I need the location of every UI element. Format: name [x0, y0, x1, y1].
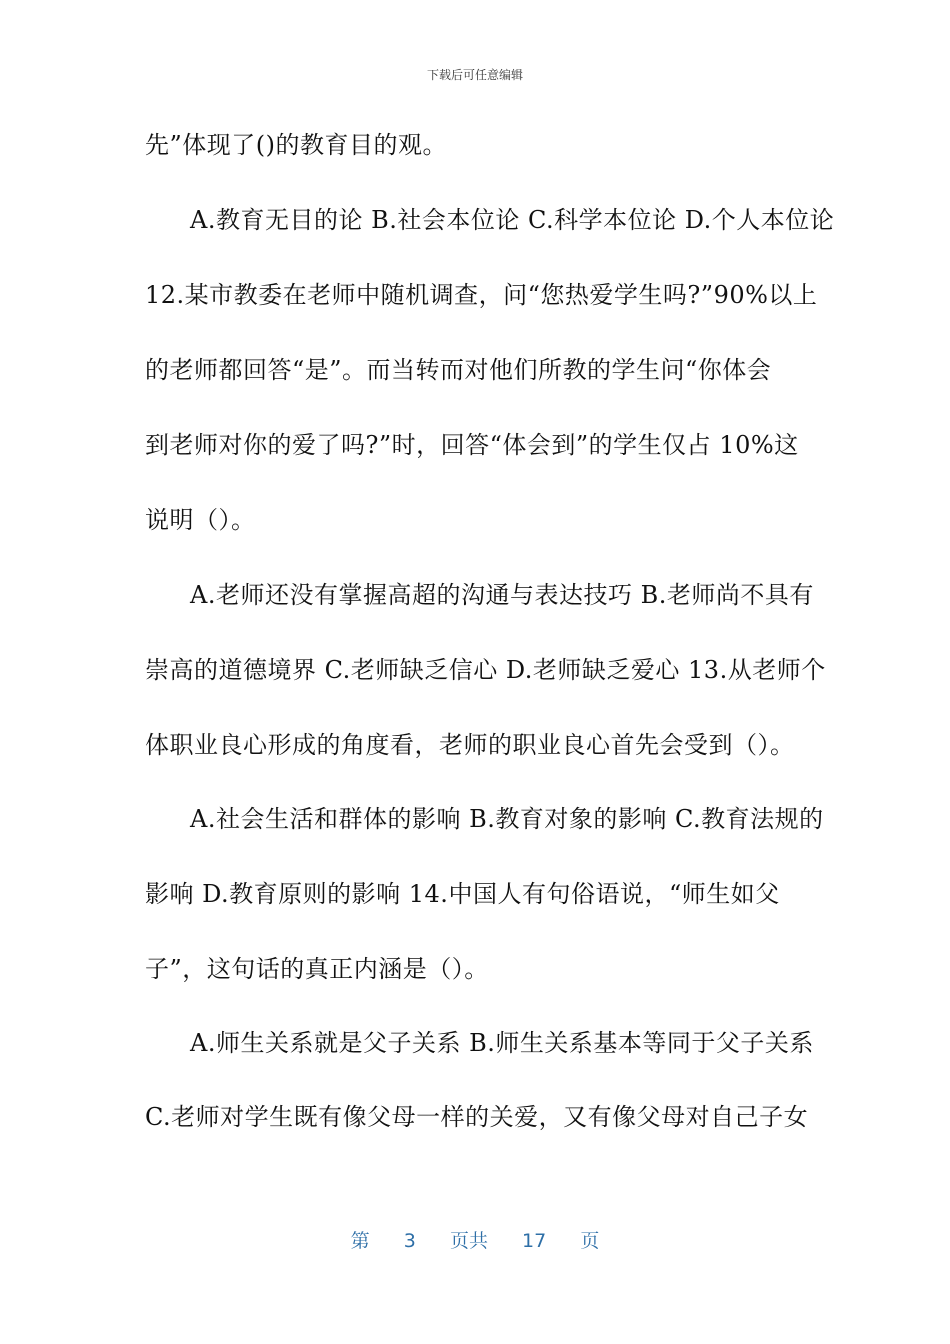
text-line: 到老师对你的爱了吗?”时，回答“体会到”的学生仅占 10%这: [145, 431, 799, 459]
page-suffix: 页: [580, 1230, 600, 1252]
text-line: A.师生关系就是父子关系 B.师生关系基本等同于父子关系: [190, 1029, 814, 1057]
page-header: 下载后可任意编辑: [426, 68, 523, 82]
text-line: 说明（）。: [145, 506, 256, 534]
page-prefix: 第: [350, 1230, 370, 1252]
text-line: 12.某市教委在老师中随机调查，问“您热爱学生吗?”90%以上: [145, 281, 818, 309]
text-line: 崇高的道德境界 C.老师缺乏信心 D.老师缺乏爱心 13.从老师个: [145, 656, 826, 684]
text-line: 体职业良心形成的角度看，老师的职业良心首先会受到（）。: [145, 731, 795, 759]
text-line: 影响 D.教育原则的影响 14.中国人有句俗语说，“师生如父: [145, 880, 780, 908]
text-line: A.老师还没有掌握高超的沟通与表达技巧 B.老师尚不具有: [190, 581, 814, 609]
page-footer: [0, 1226, 950, 1253]
text-line: 的老师都回答“是”。而当转而对他们所教的学生问“你体会: [145, 356, 772, 384]
text-line: A.教育无目的论 B.社会本位论 C.科学本位论 D.个人本位论: [190, 206, 835, 234]
text-line: A.社会生活和群体的影响 B.教育对象的影响 C.教育法规的: [190, 805, 824, 833]
text-line: C.老师对学生既有像父母一样的关爱，又有像父母对自己子女: [145, 1103, 809, 1131]
page-mid: 页共: [449, 1230, 488, 1252]
page-number: 3: [403, 1230, 416, 1252]
text-line: 先”体现了()的教育目的观。: [145, 131, 447, 159]
total-pages: 17: [522, 1230, 547, 1252]
text-line: 子”，这句话的真正内涵是（）。: [145, 955, 489, 983]
